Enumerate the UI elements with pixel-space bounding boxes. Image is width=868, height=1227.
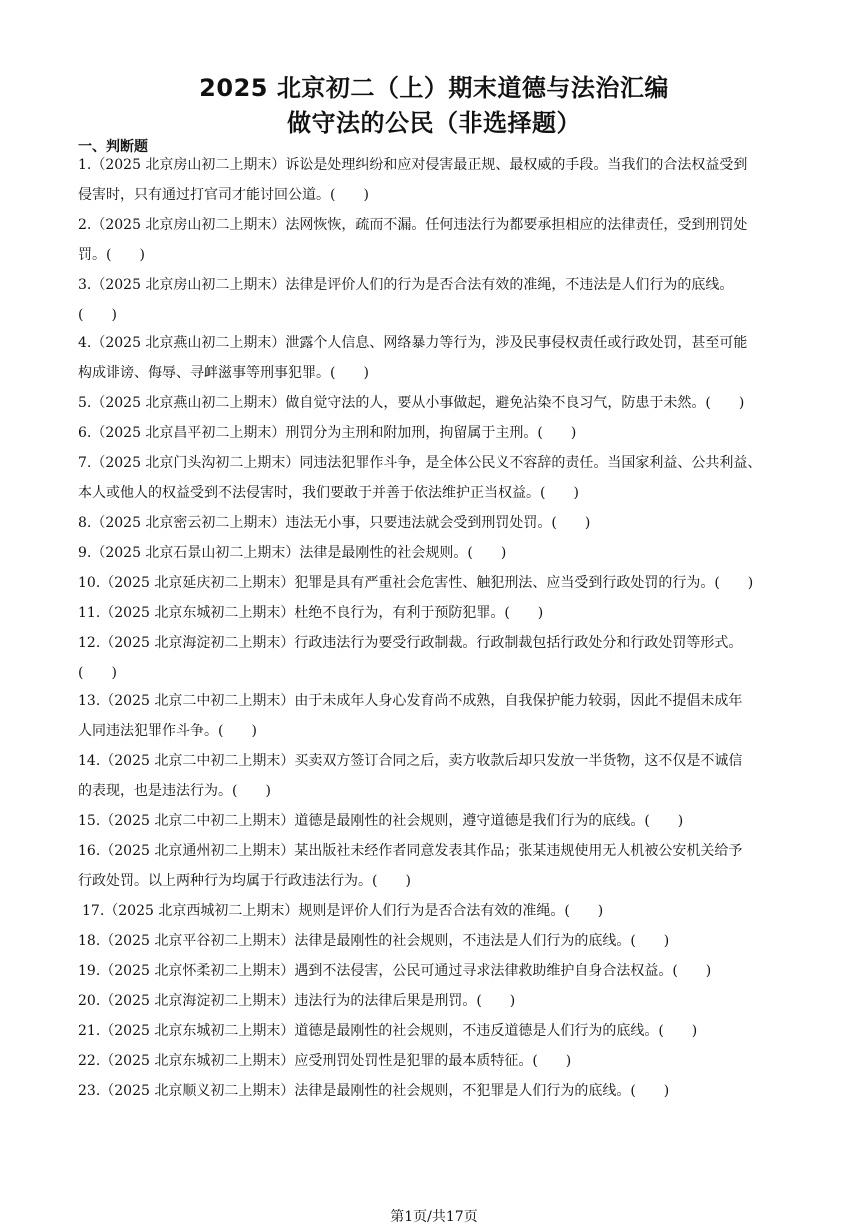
question-23-line-1: 23.（2025 北京顺义初二上期末）法律是最刚性的社会规则，不犯罪是人们行为的底线。( )	[78, 1083, 670, 1099]
question-17-line-1: 17.（2025 北京西城初二上期末）规则是评价人们行为是否合法有效的准绳。( )	[82, 903, 604, 919]
question-19-line-1: 19.（2025 北京怀柔初二上期末）遇到不法侵害，公民可通过寻求法律救助维护自身合法权益。( )	[78, 963, 712, 979]
question-18-line-1: 18.（2025 北京平谷初二上期末）法律是最刚性的社会规则，不违法是人们行为的底线。( )	[78, 933, 670, 949]
question-14-line-1: 14.（2025 北京二中初二上期末）买卖双方签订合同之后，卖方收款后却只发放一半货物，这不仅是不诚信	[78, 753, 743, 769]
question-16-line-2: 行政处罚。以上两种行为均属于行政违法行为。( )	[78, 873, 411, 889]
question-3-line-2: ( )	[78, 307, 117, 323]
question-9-line-1: 9.（2025 北京石景山初二上期末）法律是最刚性的社会规则。( )	[78, 545, 507, 561]
document-title: 2025 北京初二（上）期末道德与法治汇编	[199, 74, 669, 102]
question-12-line-1: 12.（2025 北京海淀初二上期末）行政违法行为要受行政制裁。行政制裁包括行政处分和行政处罚等形式。	[78, 635, 743, 651]
section-heading: 一、判断题	[78, 139, 148, 155]
question-8-line-1: 8.（2025 北京密云初二上期末）违法无小事，只要违法就会受到刑罚处罚。( )	[78, 515, 591, 531]
question-1-line-1: 1.（2025 北京房山初二上期末）诉讼是处理纠纷和应对侵害最正规、最权威的手段。当我们的合法权益受到	[78, 157, 748, 173]
question-14-line-2: 的表现，也是违法行为。( )	[78, 783, 271, 799]
question-6-line-1: 6.（2025 北京昌平初二上期末）刑罚分为主刑和附加刑，拘留属于主刑。( )	[78, 425, 577, 441]
question-12-line-2: ( )	[78, 665, 117, 681]
question-21-line-1: 21.（2025 北京东城初二上期末）道德是最刚性的社会规则，不违反道德是人们行为的底线。( )	[78, 1023, 698, 1039]
question-16-line-1: 16.（2025 北京通州初二上期末）某出版社未经作者同意发表其作品；张某违规使用无人机被公安机关给予	[78, 843, 743, 859]
question-7-line-1: 7.（2025 北京门头沟初二上期末）同违法犯罪作斗争，是全体公民义不容辞的责任。当国家利益、公共利益、	[78, 455, 762, 471]
question-1-line-2: 侵害时，只有通过打官司才能讨回公道。( )	[78, 187, 369, 203]
question-13-line-1: 13.（2025 北京二中初二上期末）由于未成年人身心发育尚不成熟，自我保护能力较弱，因此不提倡未成年	[78, 693, 743, 709]
question-4-line-1: 4.（2025 北京燕山初二上期末）泄露个人信息、网络暴力等行为，涉及民事侵权责任或行政处罚，甚至可能	[78, 335, 748, 351]
question-11-line-1: 11.（2025 北京东城初二上期末）杜绝不良行为，有利于预防犯罪。( )	[78, 605, 544, 621]
question-4-line-2: 构成诽谤、侮辱、寻衅滋事等刑事犯罪。( )	[78, 365, 369, 381]
question-5-line-1: 5.（2025 北京燕山初二上期末）做自觉守法的人，要从小事做起，避免沾染不良习气，防患于未然。( )	[78, 395, 745, 411]
question-7-line-2: 本人或他人的权益受到不法侵害时，我们要敢于并善于依法维护正当权益。( )	[78, 485, 579, 501]
question-2-line-1: 2.（2025 北京房山初二上期末）法网恢恢，疏而不漏。任何违法行为都要承担相应的法律责任，受到刑罚处	[78, 217, 748, 233]
page-number-footer: 第1页/共17页	[390, 1209, 478, 1225]
question-3-line-1: 3.（2025 北京房山初二上期末）法律是评价人们的行为是否合法有效的准绳，不违法是人们行为的底线。	[78, 277, 734, 293]
question-2-line-2: 罚。( )	[78, 247, 145, 263]
document-subtitle: 做守法的公民（非选择题）	[287, 109, 581, 137]
question-22-line-1: 22.（2025 北京东城初二上期末）应受刑罚处罚性是犯罪的最本质特征。( )	[78, 1053, 572, 1069]
question-13-line-2: 人同违法犯罪作斗争。( )	[78, 723, 257, 739]
question-15-line-1: 15.（2025 北京二中初二上期末）道德是最刚性的社会规则，遵守道德是我们行为的底线。( )	[78, 813, 684, 829]
question-20-line-1: 20.（2025 北京海淀初二上期末）违法行为的法律后果是刑罚。( )	[78, 993, 516, 1009]
question-10-line-1: 10.（2025 北京延庆初二上期末）犯罪是具有严重社会危害性、触犯刑法、应当受到行政处罚的行为。( )	[78, 575, 754, 591]
